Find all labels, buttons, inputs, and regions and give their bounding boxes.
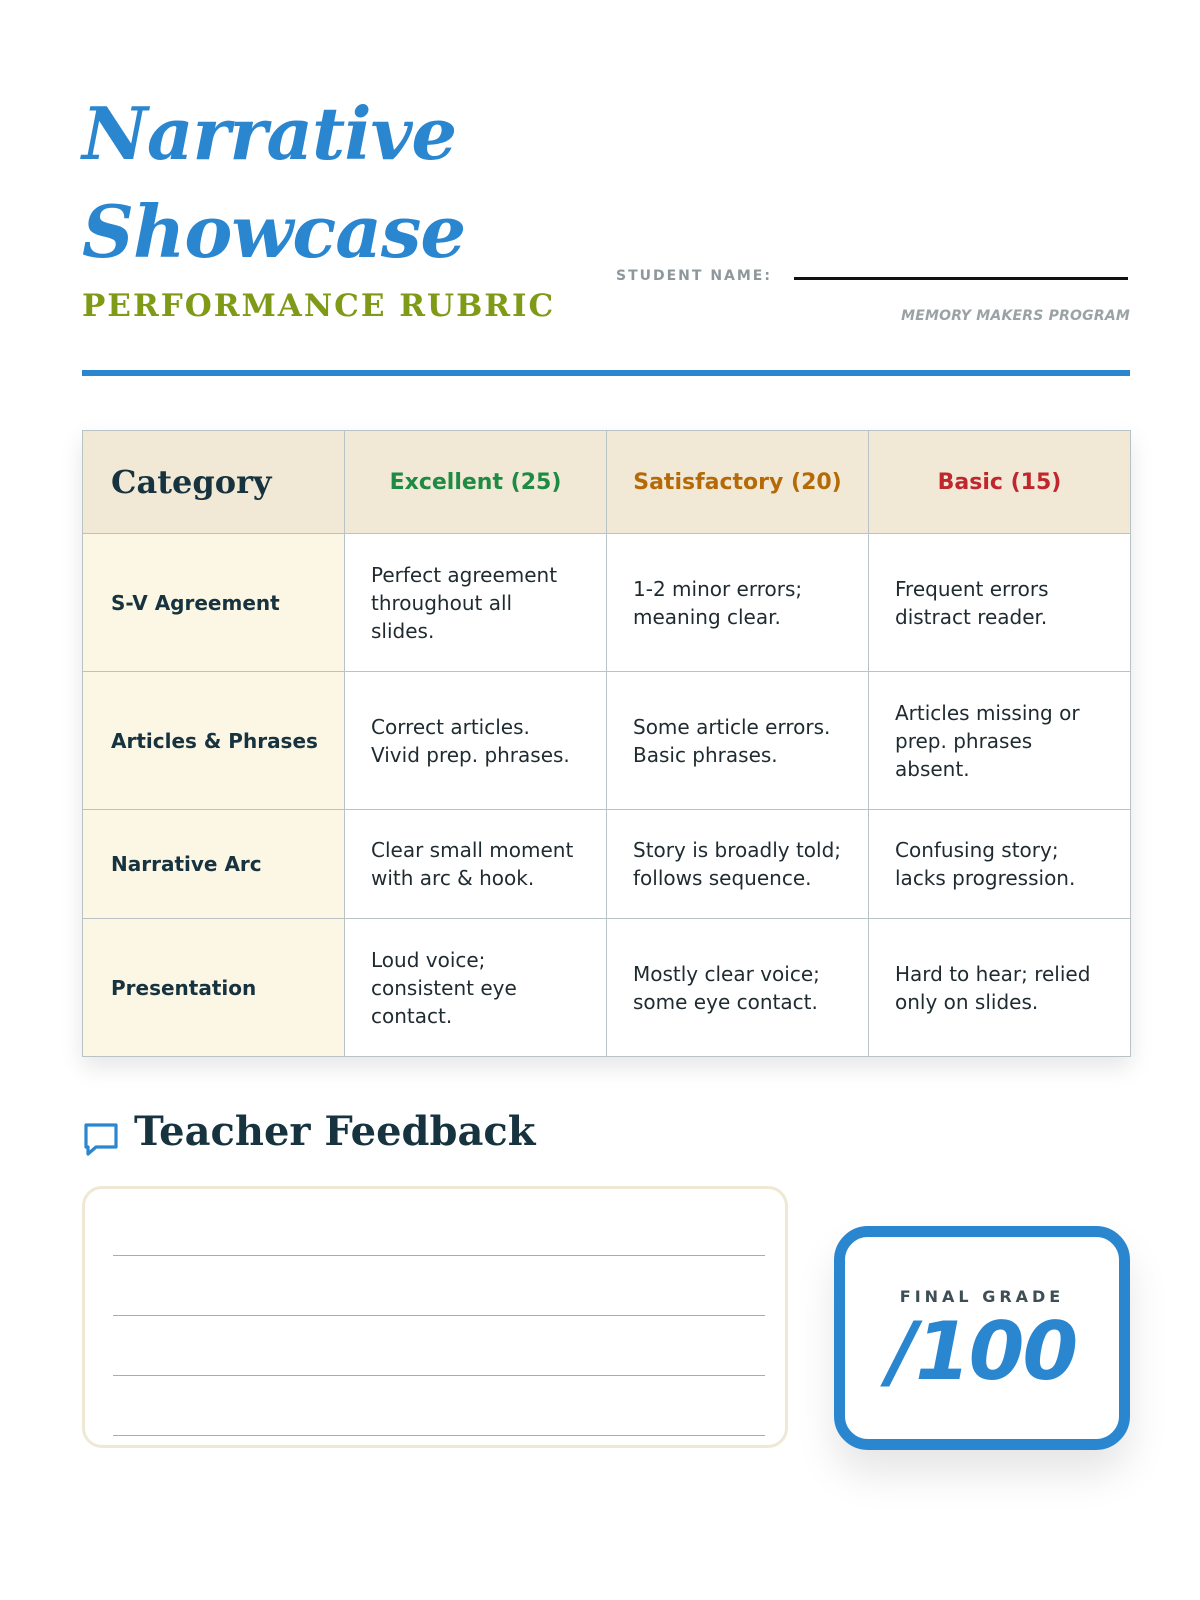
cell-satisfactory: Some article errors. Basic phrases. [607,672,869,810]
header-satisfactory: Satisfactory (20) [607,431,869,534]
feedback-line [113,1435,765,1436]
feedback-heading: Teacher Feedback [134,1108,536,1155]
row-category: S-V Agreement [83,534,345,672]
cell-basic: Frequent errors distract reader. [869,534,1131,672]
cell-excellent: Clear small moment with arc & hook. [345,810,607,919]
subtitle: PERFORMANCE RUBRIC [82,288,556,324]
table-row [83,810,1131,919]
final-grade-value: /100 [887,1305,1077,1398]
feedback-line [113,1315,765,1316]
cell-basic: Confusing story; lacks progression. [869,810,1131,919]
feedback-box[interactable] [82,1186,788,1448]
feedback-line [113,1255,765,1256]
cell-satisfactory: 1-2 minor errors; meaning clear. [607,534,869,672]
header-divider [82,370,1130,376]
row-category: Narrative Arc [83,810,345,919]
cell-excellent: Correct articles. Vivid prep. phrases. [345,672,607,810]
rubric-table [82,430,1131,1057]
speech-bubble-icon [82,1120,120,1158]
cell-excellent: Perfect agreement throughout all slides. [345,534,607,672]
feedback-line [113,1375,765,1376]
cell-basic: Articles missing or prep. phrases absent. [869,672,1131,810]
row-category: Presentation [83,919,345,1057]
rubric-header-row [83,431,1131,534]
header-excellent: Excellent (25) [345,431,607,534]
student-name-label: STUDENT NAME: [616,268,772,284]
program-name: MEMORY MAKERS PROGRAM [901,308,1130,324]
cell-satisfactory: Mostly clear voice; some eye contact. [607,919,869,1057]
cell-basic: Hard to hear; relied only on slides. [869,919,1131,1057]
student-name-line[interactable] [794,277,1128,280]
final-grade-label: FINAL GRADE [899,1287,1065,1306]
table-row [83,534,1131,672]
final-grade-box[interactable] [834,1226,1130,1450]
header-category: Category [83,431,345,534]
table-row [83,919,1131,1057]
header-basic: Basic (15) [869,431,1131,534]
title-line-2: Showcase [82,189,466,274]
cell-satisfactory: Story is broadly told; follows sequence. [607,810,869,919]
row-category: Articles & Phrases [83,672,345,810]
table-row [83,672,1131,810]
cell-excellent: Loud voice; consistent eye contact. [345,919,607,1057]
title-line-1: Narrative [82,91,457,176]
